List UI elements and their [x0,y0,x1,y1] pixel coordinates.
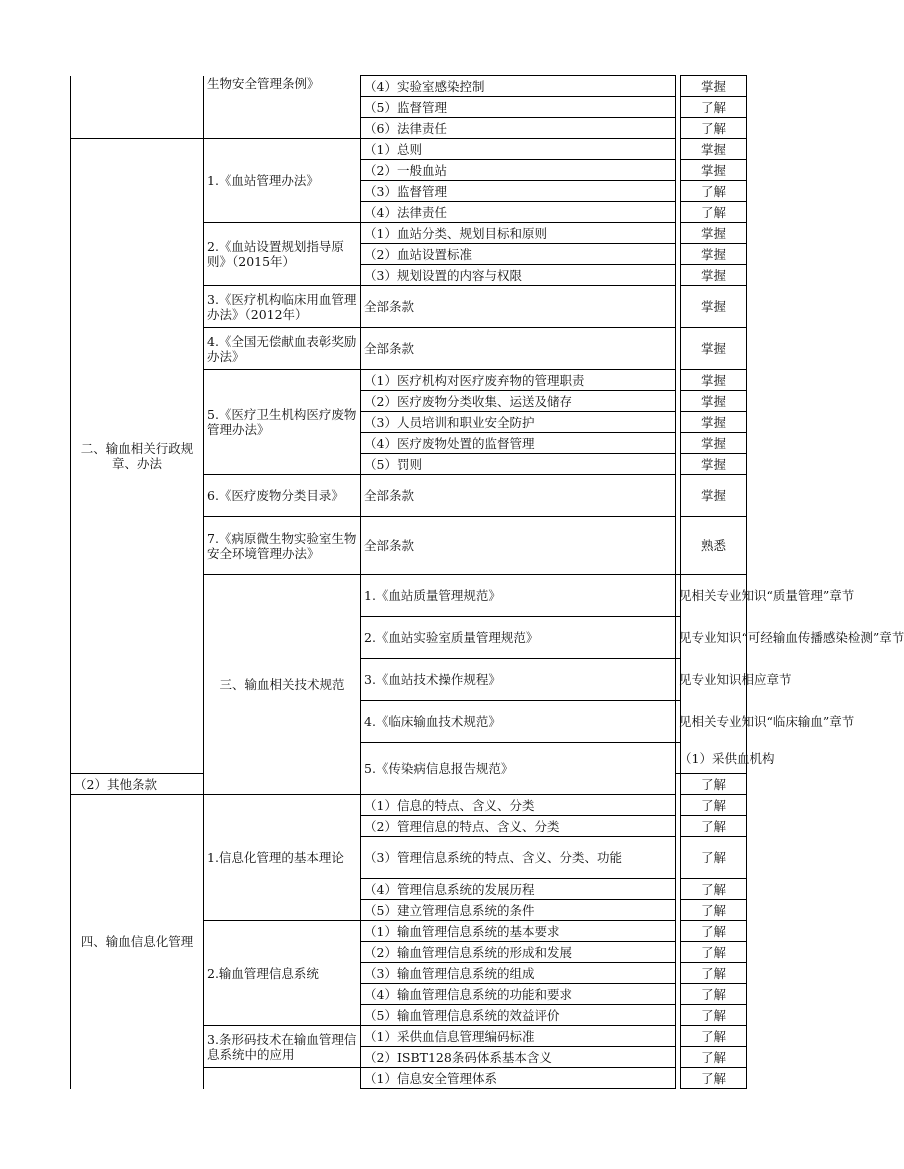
content-cell: 见专业知识相应章节 [676,659,681,701]
level-cell: 掌握 [681,454,747,475]
section-cell: 四、输血信息化管理 [71,795,204,1089]
regulation-name: 2.《血站设置规划指导原则》（2015年） [204,223,361,286]
section-cell: 三、输血相关技术规范 [204,575,361,795]
content-cell: （3）人员培训和职业安全防护 [361,412,676,433]
level-cell: 了解 [681,837,747,879]
level-cell: 掌握 [681,286,747,328]
content-cell: （3）管理信息系统的特点、含义、分类、功能 [361,837,676,879]
section-cell: 二、输血相关行政规章、办法 [71,139,204,774]
level-cell: 掌握 [681,433,747,454]
regulation-name: 3.条形码技术在输血管理信息系统中的应用 [204,1026,361,1068]
content-cell: （1）信息的特点、含义、分类 [361,795,676,816]
level-cell: 了解 [681,984,747,1005]
content-cell: （4）法律责任 [361,202,676,223]
content-cell: （2）ISBT128条码体系基本含义 [361,1047,676,1068]
regulation-name: 4.《全国无偿献血表彰奖励办法》 [204,328,361,370]
content-cell: （3）输血管理信息系统的组成 [361,963,676,984]
level-cell: 掌握 [681,328,747,370]
level-cell: 了解 [681,942,747,963]
regulation-name: 1.《血站管理办法》 [204,139,361,223]
level-cell: 了解 [681,1026,747,1047]
content-cell: （3）监督管理 [361,181,676,202]
level-cell: 了解 [681,181,747,202]
content-cell: 见相关专业知识“临床输血”章节 [676,701,681,743]
level-cell: 了解 [681,118,747,139]
content-cell: （1）采供血信息管理编码标准 [361,1026,676,1047]
content-cell: （4）实验室感染控制 [361,76,676,97]
content-cell: （1）血站分类、规划目标和原则 [361,223,676,244]
content-cell: （3）规划设置的内容与权限 [361,265,676,286]
level-cell: 掌握 [681,391,747,412]
syllabus-table [70,75,904,1089]
level-cell: 了解 [681,879,747,900]
content-cell: 全部条款 [361,475,676,517]
content-cell: （2）医疗废物分类收集、运送及储存 [361,391,676,412]
level-cell: 了解 [681,202,747,223]
content-cell: （2）血站设置标准 [361,244,676,265]
level-cell: 掌握 [681,412,747,433]
regulation-name: 5.《医疗卫生机构医疗废物管理办法》 [204,370,361,475]
content-cell: （4）医疗废物处置的监督管理 [361,433,676,454]
table-row [71,139,747,160]
content-cell: 全部条款 [361,328,676,370]
regulation-name: 4.《临床输血技术规范》 [361,701,676,743]
content-cell: 见相关专业知识“质量管理”章节 [676,575,681,617]
content-cell: （4）输血管理信息系统的功能和要求 [361,984,676,1005]
content-cell: 全部条款 [361,517,676,575]
content-cell: （2）输血管理信息系统的形成和发展 [361,942,676,963]
content-cell: （2）其他条款 [71,774,204,795]
regulation-name: 6.《医疗废物分类目录》 [204,475,361,517]
content-cell: （4）管理信息系统的发展历程 [361,879,676,900]
content-cell: 见专业知识“可经输血传播感染检测”章节 [676,617,681,659]
level-cell: 了解 [681,1068,747,1089]
level-cell: 掌握 [681,370,747,391]
regulation-name: 5.《传染病信息报告规范》 [361,743,676,795]
level-cell: 了解 [681,795,747,816]
level-cell: 了解 [681,1005,747,1026]
content-cell: 全部条款 [361,286,676,328]
level-cell: 掌握 [681,265,747,286]
regulation-name: 2.《血站实验室质量管理规范》 [361,617,676,659]
regulation-name: 2.输血管理信息系统 [204,921,361,1026]
level-cell: 掌握 [681,139,747,160]
regulation-name [204,1068,361,1089]
regulation-name: 3.《医疗机构临床用血管理办法》（2012年） [204,286,361,328]
content-cell: （6）法律责任 [361,118,676,139]
level-cell: 了解 [681,816,747,837]
regulation-name: 3.《血站技术操作规程》 [361,659,676,701]
level-cell: 掌握 [681,244,747,265]
table-row [71,76,747,97]
level-cell: 掌握 [681,475,747,517]
regulation-name: 生物安全管理条例》 [204,76,361,139]
level-cell: 熟悉 [681,517,747,575]
table-row [71,795,747,816]
content-cell: （5）监督管理 [361,97,676,118]
content-cell: （5）罚则 [361,454,676,475]
content-cell: （2）管理信息的特点、含义、分类 [361,816,676,837]
regulation-name: 1.《血站质量管理规范》 [361,575,676,617]
level-cell: 了解 [681,774,747,795]
content-cell: （2）一般血站 [361,160,676,181]
level-cell: 掌握 [681,223,747,244]
level-cell: 掌握 [681,76,747,97]
content-cell: （1）输血管理信息系统的基本要求 [361,921,676,942]
regulation-name: 7.《病原微生物实验室生物安全环境管理办法》 [204,517,361,575]
content-cell: （5）输血管理信息系统的效益评价 [361,1005,676,1026]
content-cell: （1）采供血机构 [676,743,681,774]
content-cell: （1）信息安全管理体系 [361,1068,676,1089]
content-cell: （1）总则 [361,139,676,160]
level-cell: 掌握 [681,160,747,181]
level-cell: 了解 [681,921,747,942]
section-cell [71,76,204,139]
level-cell: 了解 [681,1047,747,1068]
level-cell: 了解 [681,900,747,921]
content-cell: （1）医疗机构对医疗废弃物的管理职责 [361,370,676,391]
level-cell: 了解 [681,963,747,984]
level-cell: 了解 [681,97,747,118]
content-cell: （5）建立管理信息系统的条件 [361,900,676,921]
regulation-name: 1.信息化管理的基本理论 [204,795,361,921]
